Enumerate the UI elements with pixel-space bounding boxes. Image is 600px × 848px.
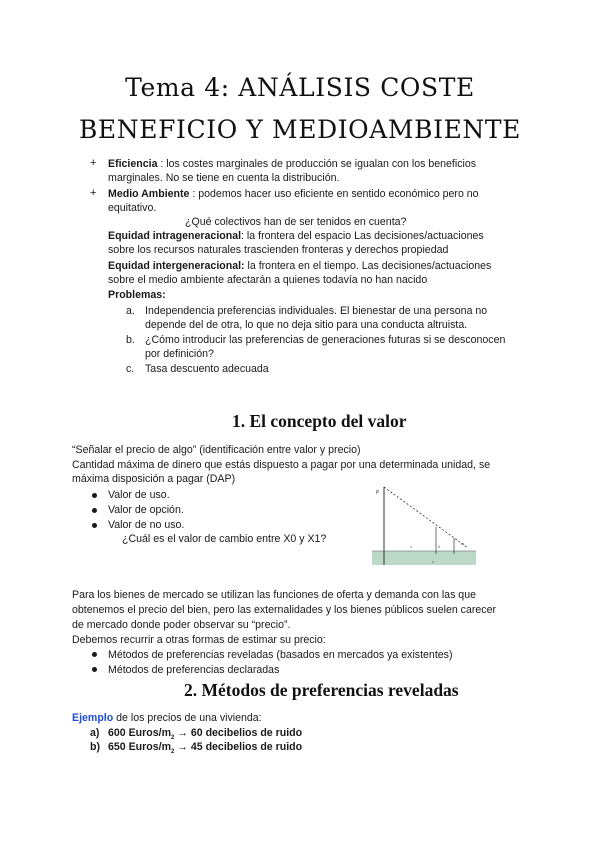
noise-text: → 60 decibelios de ruido xyxy=(174,727,303,739)
method-item: Métodos de preferencias declaradas xyxy=(108,664,280,676)
example-item-marker: b) xyxy=(90,741,100,753)
bullet-dot xyxy=(92,493,97,498)
diagram-label-p: P xyxy=(376,490,380,496)
problemas-label xyxy=(108,288,166,302)
document-title-line-2: BENEFICIO Y MEDIOAMBIENTE xyxy=(78,115,522,144)
intergeneracional-text: la frontera en el tiempo. Las decisiones/actuaciones xyxy=(244,260,492,272)
eficiencia-line-1 xyxy=(108,157,476,171)
problem-marker: b. xyxy=(126,334,135,346)
intrageneracional-line-2: sobre los recursos naturales trascienden fronteras y derechos propiedad xyxy=(108,244,449,256)
problem-marker: c. xyxy=(126,363,135,375)
plus-bullet: + xyxy=(90,157,97,169)
diagram-label-m: m xyxy=(461,541,465,546)
problem-marker: a. xyxy=(126,305,135,317)
price-text: 600 Euros/m xyxy=(108,727,172,739)
problem-line: por definición? xyxy=(145,348,214,360)
section-1-paragraph: obtenemos el precio del bien, pero las externalidades y los bienes públicos suelen carecer xyxy=(72,604,497,616)
problemas-label-text: Problemas: xyxy=(108,289,166,301)
bullet-dot xyxy=(92,667,97,672)
problem-line: depende del de otra, lo que no deja sitio para una conducta altruista. xyxy=(145,319,468,331)
document-title-line-1: Tema 4: ANÁLISIS COSTE xyxy=(125,73,475,102)
diagram-label-x-bottom: x xyxy=(432,559,434,564)
example-item-marker: a) xyxy=(90,727,100,739)
medio-ambiente-line-1 xyxy=(108,187,479,201)
problem-line: Independencia preferencias individuales. El bienestar de una persona no xyxy=(145,305,488,317)
intrageneracional-text: : la frontera del espacio Las decisiones/actuaciones xyxy=(241,230,484,242)
medio-ambiente-text: : podemos hacer uso eficiente en sentido económico pero no xyxy=(189,188,479,200)
diagram-dashed-line xyxy=(384,487,468,548)
intrageneracional-term: Equidad intrageneracional xyxy=(108,230,242,242)
problem-line: ¿Cómo introducir las preferencias de generaciones futuras si se desconocen xyxy=(145,334,506,346)
price-text: 650 Euros/m xyxy=(108,741,172,753)
section-1-line: máxima disposición a pagar (DAP) xyxy=(72,473,236,485)
section-1-heading: 1. El concepto del valor xyxy=(232,411,407,431)
bullet-dot xyxy=(92,523,97,528)
bullet-dot xyxy=(92,508,97,513)
intergeneracional-line-2: sobre el medio ambiente afectarán a quienes todavía no han nacido xyxy=(108,274,428,286)
value-diagram xyxy=(368,482,480,572)
section-1-paragraph: Debemos recurrir a otras formas de estimar su precio: xyxy=(72,634,326,646)
medio-ambiente-term: Medio Ambiente xyxy=(108,188,190,200)
exchange-value-question: ¿Cuál es el valor de cambio entre X0 y X1? xyxy=(122,533,327,545)
method-item: Métodos de preferencias reveladas (basados en mercados ya existentes) xyxy=(108,649,453,661)
example-text: de los precios de una vivienda: xyxy=(113,712,262,724)
price-sub: 2 xyxy=(171,749,175,756)
plus-bullet: + xyxy=(90,187,97,199)
example-word: Ejemplo xyxy=(72,712,114,724)
intrageneracional-line-1 xyxy=(108,229,484,243)
eficiencia-term: Eficiencia xyxy=(108,158,158,170)
problem-line: Tasa descuento adecuada xyxy=(145,363,269,375)
section-2-heading: 2. Métodos de preferencias reveladas xyxy=(184,680,459,700)
value-type: Valor de uso. xyxy=(108,489,170,501)
colectivos-question: ¿Qué colectivos han de ser tenidos en cuenta? xyxy=(185,216,407,228)
bullet-dot xyxy=(92,652,97,657)
eficiencia-text: : los costes marginales de producción se igualan con los beneficios xyxy=(157,158,477,170)
value-type: Valor de opción. xyxy=(108,504,184,516)
section-1-paragraph: de mercado donde poder observar su “precio”. xyxy=(72,619,291,631)
price-sub: 2 xyxy=(171,735,175,742)
intergeneracional-term: Equidad intergeneracional: xyxy=(108,260,245,272)
section-1-paragraph: Para los bienes de mercado se utilizan las funciones de oferta y demanda con las que xyxy=(72,589,476,601)
example-item xyxy=(108,740,302,759)
medio-ambiente-line-2: equitativo. xyxy=(108,202,157,214)
eficiencia-line-2: marginales. No se tiene en cuenta la distribución. xyxy=(108,172,340,184)
section-1-line: “Señalar el precio de algo” (identificación entre valor y precio) xyxy=(72,444,361,456)
value-type: Valor de no uso. xyxy=(108,519,185,531)
example-line xyxy=(72,711,262,725)
diagram-label-x: x xyxy=(410,544,412,549)
diagram-ground-band xyxy=(372,551,476,565)
section-1-line: Cantidad máxima de dinero que estás dispuesto a pagar por una determinada unidad, se xyxy=(72,459,491,471)
diagram-label-h: h xyxy=(438,544,441,549)
noise-text: → 45 decibelios de ruido xyxy=(174,741,303,753)
intergeneracional-line-1 xyxy=(108,259,491,273)
